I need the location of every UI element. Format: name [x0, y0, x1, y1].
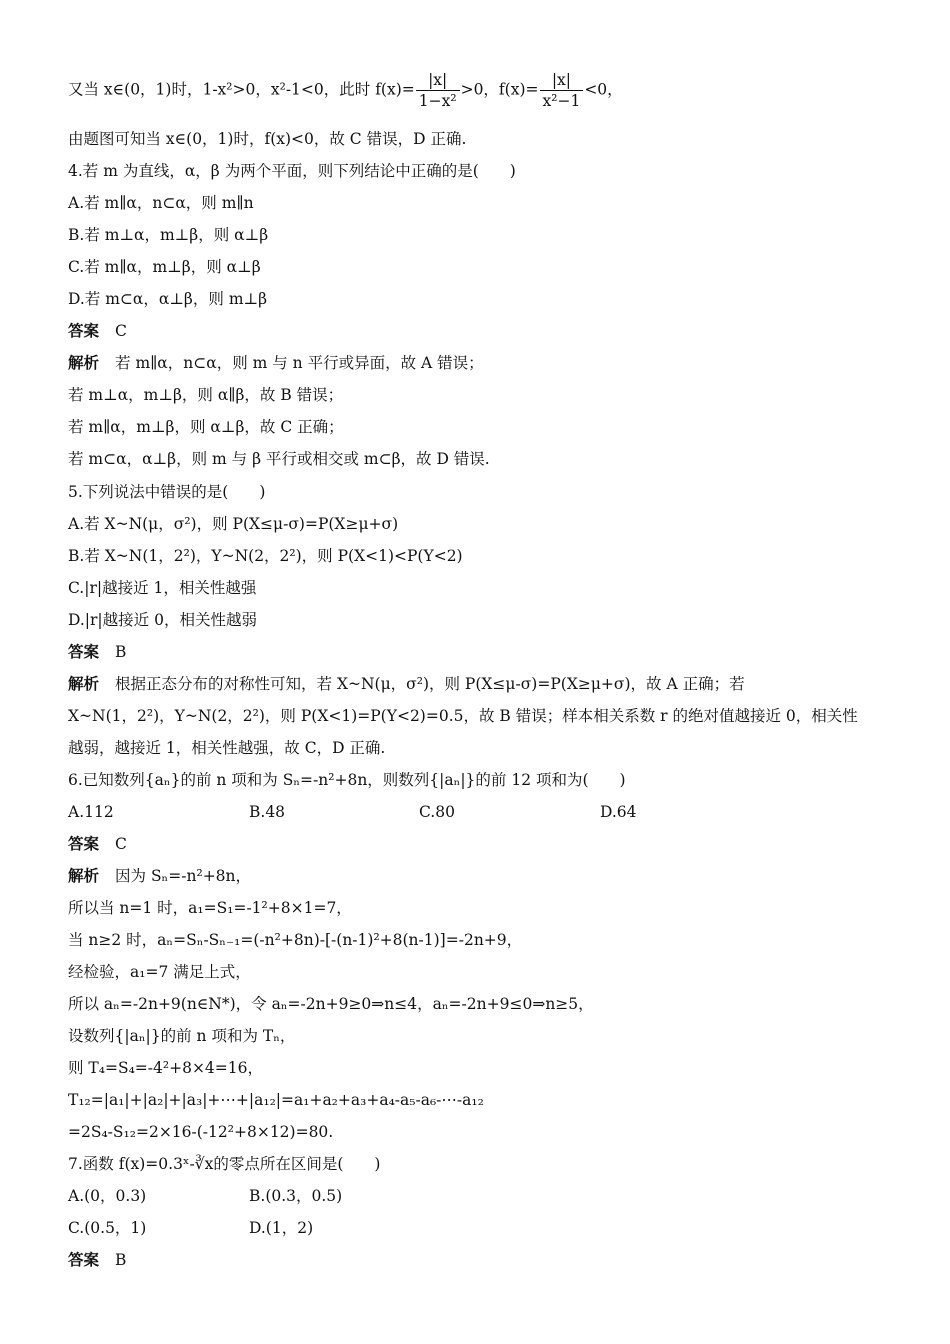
question-6-option-c: C.80	[419, 803, 455, 821]
question-7-option-b: B.(0.3，0.5)	[249, 1187, 343, 1205]
explanation-text: 若 m∥α，n⊂α，则 m 与 n 平行或异面，故 A 错误；	[115, 354, 484, 372]
question-4-option-c: C.若 m∥α，m⊥β，则 α⊥β	[68, 258, 261, 276]
text-segment: >0，f(x)=	[460, 80, 539, 99]
explanation-label: 解析	[68, 353, 100, 372]
question-5-option-b: B.若 X~N(1，2²)，Y~N(2，2²)，则 P(X<1)<P(Y<2)	[68, 547, 463, 565]
answer-value: C	[115, 835, 127, 853]
question-7-options-row-1	[68, 1185, 883, 1207]
question-5-answer	[68, 641, 126, 663]
fraction	[540, 70, 584, 111]
explanation-line: 设数列{|aₙ|}的前 n 项和为 Tₙ，	[68, 1027, 296, 1045]
explanation-line: 越弱，越接近 1，相关性越强，故 C，D 正确.	[68, 739, 386, 757]
question-4-answer	[68, 320, 127, 342]
answer-label: 答案	[68, 1250, 100, 1269]
explanation-text: 因为 Sₙ=-n²+8n，	[115, 867, 252, 885]
question-5-option-d: D.|r|越接近 0，相关性越弱	[68, 611, 257, 629]
text-segment: 又当 x∈(0，1)时，1-x²>0，x²-1<0，此时 f(x)=	[68, 80, 415, 99]
question-7-stem: 7.函数 f(x)=0.3ˣ-∛x的零点所在区间是( )	[68, 1155, 381, 1173]
explanation-label: 解析	[68, 674, 100, 693]
answer-value: B	[115, 1251, 127, 1269]
question-5-explanation	[68, 673, 745, 695]
question-4-option-d: D.若 m⊂α，α⊥β，则 m⊥β	[68, 290, 268, 308]
question-6-option-b: B.48	[249, 803, 286, 821]
question-6-options	[68, 801, 883, 823]
answer-value: B	[115, 643, 127, 661]
explanation-line: X~N(1，2²)，Y~N(2，2²)，则 P(X<1)=P(Y<2)=0.5，故 B 错误；样本相关系数 r 的绝对值越接近 0，相关性	[68, 707, 858, 725]
question-7-options-row-2	[68, 1217, 883, 1239]
question-4-stem: 4.若 m 为直线，α，β 为两个平面，则下列结论中正确的是( )	[68, 162, 516, 180]
text-segment: <0，	[584, 80, 623, 99]
explanation-line: 则 T₄=S₄=-4²+8×4=16，	[68, 1059, 264, 1077]
answer-label: 答案	[68, 321, 100, 340]
fraction-numerator: |x|	[416, 70, 460, 91]
question-5-option-c: C.|r|越接近 1，相关性越强	[68, 579, 257, 597]
fraction-denominator: x²−1	[542, 92, 581, 110]
question-6-option-d: D.64	[600, 803, 637, 821]
question-7-answer	[68, 1249, 126, 1271]
explanation-line: 所以 aₙ=-2n+9(n∈N*)，令 aₙ=-2n+9≥0⇒n≤4，aₙ=-2n+9≤0⇒n≥5，	[68, 995, 594, 1013]
question-7-option-d: D.(1，2)	[249, 1219, 314, 1237]
answer-label: 答案	[68, 642, 100, 661]
explanation-line: 当 n≥2 时，aₙ=Sₙ-Sₙ₋₁=(-n²+8n)-[-(n-1)²+8(n-1)]=-2n+9，	[68, 931, 523, 949]
question-5-stem: 5.下列说法中错误的是( )	[68, 483, 266, 501]
question-4-option-a: A.若 m∥α，n⊂α，则 m∥n	[68, 194, 254, 212]
explanation-text: 根据正态分布的对称性可知，若 X~N(μ，σ²)，则 P(X≤μ-σ)=P(X≥μ+σ)，故 A 正确；若	[115, 675, 745, 693]
explanation-line: 若 m⊥α，m⊥β，则 α∥β，故 B 错误；	[68, 386, 344, 404]
explanation-line: 经检验，a₁=7 满足上式，	[68, 963, 251, 981]
question-6-option-a: A.112	[68, 803, 114, 821]
question-4-explanation	[68, 352, 484, 374]
explanation-label: 解析	[68, 866, 100, 885]
question-6-answer	[68, 833, 127, 855]
explanation-line: T₁₂=|a₁|+|a₂|+|a₃|+⋯+|a₁₂|=a₁+a₂+a₃+a₄-a₅-a₆-⋯-a₁₂	[68, 1091, 484, 1109]
fraction-numerator: |x|	[540, 70, 584, 91]
text-line: 由题图可知当 x∈(0，1)时，f(x)<0，故 C 错误，D 正确.	[68, 130, 467, 148]
question-6-stem: 6.已知数列{aₙ}的前 n 项和为 Sₙ=-n²+8n，则数列{|aₙ|}的前 12 项和为( )	[68, 771, 626, 789]
explanation-line: 若 m∥α，m⊥β，则 α⊥β，故 C 正确；	[68, 418, 344, 436]
question-5-option-a: A.若 X~N(μ，σ²)，则 P(X≤μ-σ)=P(X≥μ+σ)	[68, 515, 399, 533]
explanation-line: 若 m⊂α，α⊥β，则 m 与 β 平行或相交或 m⊂β，故 D 错误.	[68, 450, 490, 468]
explanation-line: =2S₄-S₁₂=2×16-(-12²+8×12)=80.	[68, 1123, 334, 1141]
question-7-option-c: C.(0.5，1)	[68, 1219, 147, 1237]
question-6-explanation	[68, 865, 251, 887]
question-7-option-a: A.(0，0.3)	[68, 1187, 147, 1205]
answer-value: C	[115, 322, 127, 340]
fraction-denominator: 1−x²	[418, 92, 457, 110]
question-4-option-b: B.若 m⊥α，m⊥β，则 α⊥β	[68, 226, 269, 244]
text-line-continuation	[68, 70, 623, 111]
answer-label: 答案	[68, 834, 100, 853]
fraction	[416, 70, 460, 111]
explanation-line: 所以当 n=1 时，a₁=S₁=-1²+8×1=7，	[68, 899, 352, 917]
